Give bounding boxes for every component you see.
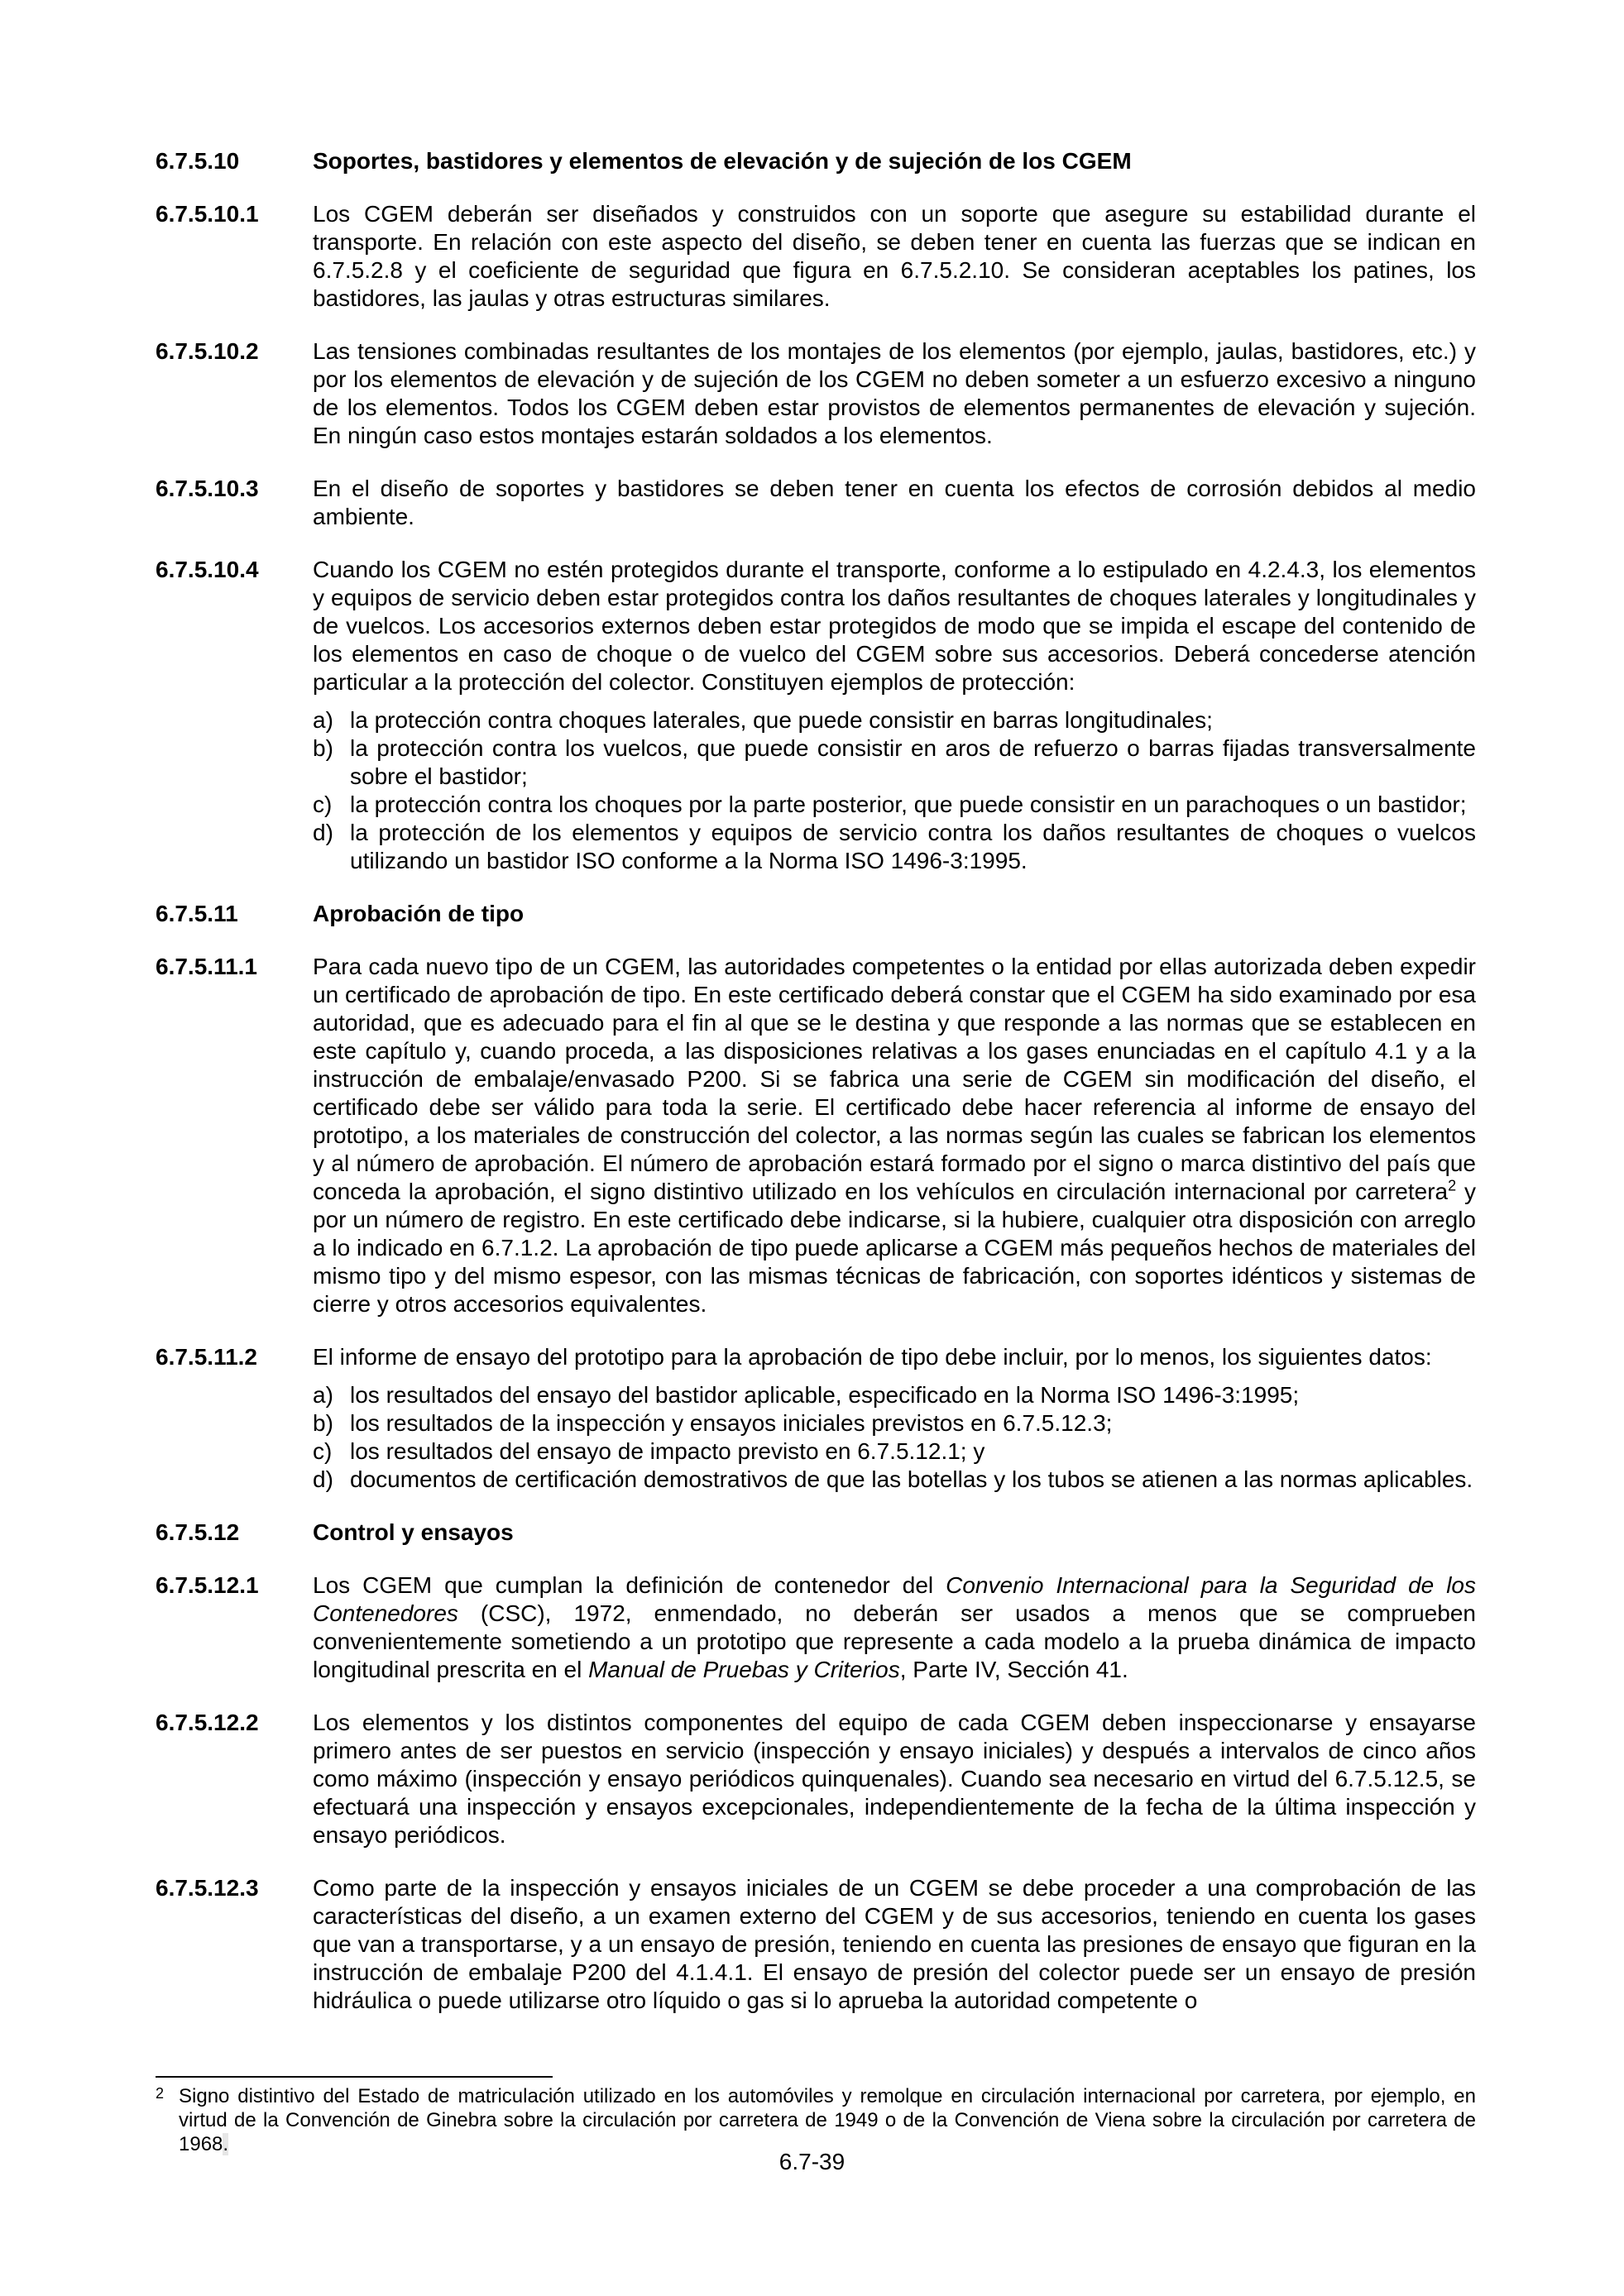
italic-title: Manual de Pruebas y Criterios [588, 1657, 900, 1682]
paragraph-text: Cuando los CGEM no estén protegidos durante el transporte, conforme a lo estipulado en 4.2.4.3, los elementos y equipos de servicio deben estar protegidos contra los daños resultantes de choques laterales y longitudinales y de vuelcos. Los accesorios externos deben estar protegidos de modo que se impida el escape del contenido de los elementos en caso de choque o de vuelco del CGEM sobre sus accesorios. Deberá concederse atención particular a la protección del colector. Constituyen ejemplos de protección: [313, 557, 1476, 695]
paragraph [156, 556, 1476, 875]
list-label: d) [313, 820, 333, 845]
list-item [313, 734, 1476, 791]
paragraph [156, 953, 1476, 1318]
footnote-end: . [223, 2133, 229, 2155]
protection-list [313, 706, 1476, 875]
paragraph-text: Como parte de la inspección y ensayos iniciales de un CGEM se debe proceder a una comprobación de las características del diseño, a un examen externo del CGEM y de sus accesorios, teniendo en cuenta los gases que van a transportarse, y a un ensayo de presión, teniendo en cuenta las presiones de ensayo que figuran en la instrucción de embalaje P200 del 4.1.4.1. El ensayo de presión del colector puede ser un ensayo de presión hidráulica o puede utilizarse otro líquido o gas si lo aprueba la autoridad competente o [313, 1875, 1476, 2013]
paragraph-text: Los CGEM deberán ser diseñados y construidos con un soporte que asegure su estabilidad durante el transporte. En relación con este aspecto del diseño, se deben tener en cuenta las fuerzas que se indican en 6.7.5.2.8 y el coeficiente de seguridad que figura en 6.7.5.2.10. Se consideran aceptables los patines, los bastidores, las jaulas y otras estructuras similares. [313, 201, 1476, 311]
text-run: y por un número de registro. En este certificado debe indicarse, si la hubiere, cualquier otra disposición con arreglo a lo indicado en 6.7.1.2. La aprobación de tipo puede aplicarse a CGEM más pequeños hechos de materiales del mismo tipo y del mismo espesor, con las mismas técnicas de fabricación, con soportes idénticos y sistemas de cierre y otros accesorios equivalentes. [313, 1179, 1476, 1317]
list-text: la protección contra choques laterales, que puede consistir en barras longitudinales; [350, 707, 1213, 733]
list-text: documentos de certificación demostrativos de que las botellas y los tubos se atienen a las normas aplicables. [350, 1466, 1473, 1492]
section-heading [156, 1519, 1476, 1547]
text-run: Para cada nuevo tipo de un CGEM, las autoridades competentes o la entidad por ellas autorizada deben expedir un certificado de aprobación de tipo. En este certificado deberá constar que el CGEM ha sido examinado por esa autoridad, que es adecuado para el fin al que se le destina y que responde a las normas que se establecen en este capítulo y, cuando proceda, a las disposiciones relativas a los gases enunciadas en el capítulo 4.1 y a la instrucción de embalaje/envasado P200. Si se fabrica una serie de CGEM sin modificación del diseño, el certificado debe ser válido para toda la serie. El certificado debe hacer referencia al informe de ensayo del prototipo, a los materiales de construcción del colector, a las normas según las cuales se fabrican los elementos y al número de aprobación. El número de aprobación estará formado por el signo o marca distintivo del país que conceda la aprobación, el signo distintivo utilizado en los vehículos en circulación internacional por carretera [313, 954, 1476, 1204]
paragraph-number: 6.7.5.10.3 [156, 476, 259, 501]
list-item [313, 791, 1476, 819]
paragraph [156, 200, 1476, 313]
section-heading [156, 147, 1476, 175]
paragraph-number: 6.7.5.10.1 [156, 201, 259, 227]
footnote [156, 2084, 1476, 2156]
footnote-reference[interactable]: 2 [1448, 1177, 1457, 1194]
list-text: la protección contra los vuelcos, que puede consistir en aros de refuerzo o barras fijadas transversalmente sobre el bastidor; [350, 735, 1476, 789]
list-item [313, 1409, 1476, 1437]
list-item [313, 819, 1476, 875]
paragraph [156, 1874, 1476, 2015]
paragraph-number: 6.7.5.11.2 [156, 1344, 258, 1370]
section-title: Control y ensayos [313, 1519, 514, 1545]
list-label: d) [313, 1466, 333, 1492]
list-text: los resultados del ensayo del bastidor aplicable, especificado en la Norma ISO 1496-3:1995; [350, 1382, 1300, 1408]
list-label: b) [313, 1410, 333, 1436]
paragraph-text: Los elementos y los distintos componentes del equipo de cada CGEM deben inspeccionarse y ensayarse primero antes de ser puestos en servicio (inspección y ensayo iniciales) y después a intervalos de cinco años como máximo (inspección y ensayo periódicos quinquenales). Cuando sea necesario en virtud del 6.7.5.12.5, se efectuará una inspección y ensayos excepcionales, independientemente de la fecha de la última inspección y ensayo periódicos. [313, 1710, 1476, 1848]
paragraph-text [313, 1571, 1476, 1684]
italic-title: Convenio Internacional para la Seguridad de los Contenedores [313, 1572, 1476, 1626]
list-label: a) [313, 1382, 333, 1408]
paragraph-text [313, 953, 1476, 1318]
paragraph-text: Las tensiones combinadas resultantes de los montajes de los elementos (por ejemplo, jaulas, bastidores, etc.) y por los elementos de elevación y de sujeción de los CGEM no deben someter a un esfuerzo excesivo a ninguno de los elementos. Todos los CGEM deben estar provistos de elementos permanentes de elevación y sujeción. En ningún caso estos montajes estarán soldados a los elementos. [313, 338, 1476, 448]
page-number: 6.7-39 [778, 2149, 846, 2174]
section-number: 6.7.5.12 [156, 1519, 240, 1545]
document-content [156, 147, 1476, 2040]
paragraph-number: 6.7.5.12.3 [156, 1875, 259, 1901]
paragraph-number: 6.7.5.12.1 [156, 1572, 259, 1598]
paragraph [156, 475, 1476, 531]
paragraph [156, 1571, 1476, 1684]
section-number: 6.7.5.11 [156, 901, 238, 926]
list-label: c) [313, 1438, 333, 1464]
paragraph-number: 6.7.5.10.4 [156, 557, 259, 582]
list-label: c) [313, 792, 333, 817]
list-label: a) [313, 707, 333, 733]
list-text: los resultados de la inspección y ensayos iniciales previstos en 6.7.5.12.3; [350, 1410, 1113, 1436]
footnote-mark: 2 [156, 2085, 165, 2102]
list-item [313, 706, 1476, 734]
section-title: Soportes, bastidores y elementos de elevación y de sujeción de los CGEM [313, 148, 1132, 174]
paragraph-number: 6.7.5.11.1 [156, 954, 258, 979]
data-list [313, 1381, 1476, 1494]
list-item [313, 1437, 1476, 1466]
list-text: la protección contra los choques por la parte posterior, que puede consistir en un parachoques o un bastidor; [350, 792, 1467, 817]
paragraph-number: 6.7.5.12.2 [156, 1710, 259, 1735]
text-run: , Parte IV, Sección 41. [899, 1657, 1128, 1682]
list-text: los resultados del ensayo de impacto previsto en 6.7.5.12.1; y [350, 1438, 985, 1464]
section-number: 6.7.5.10 [156, 148, 240, 174]
footnote-divider [156, 2076, 553, 2078]
list-item [313, 1466, 1476, 1494]
paragraph [156, 337, 1476, 450]
paragraph [156, 1343, 1476, 1494]
paragraph-text: En el diseño de soportes y bastidores se deben tener en cuenta los efectos de corrosión debidos al medio ambiente. [313, 476, 1476, 529]
list-text: la protección de los elementos y equipos de servicio contra los daños resultantes de choques o vuelcos utilizando un bastidor ISO conforme a la Norma ISO 1496-3:1995. [350, 820, 1476, 873]
list-label: b) [313, 735, 333, 761]
list-item [313, 1381, 1476, 1409]
section-title: Aprobación de tipo [313, 901, 525, 926]
paragraph-text: El informe de ensayo del prototipo para la aprobación de tipo debe incluir, por lo menos, los siguientes datos: [313, 1344, 1432, 1370]
footnote-text: Signo distintivo del Estado de matriculación utilizado en los automóviles y remolque en circulación internacional por carretera, por ejemplo, en virtud de la Convención de Ginebra sobre la circulación por carretera de 1949 o de la Convención de Viena sobre la circulación por carretera de 1968 [179, 2085, 1476, 2155]
text-run: Los CGEM que cumplan la definición de contenedor del [313, 1572, 946, 1598]
text-run: (CSC), 1972, enmendado, no deberán ser usados a menos que se comprueben convenientemente sometiendo a un prototipo que represente a cada modelo a la prueba dinámica de impacto longitudinal prescrita en el [313, 1600, 1476, 1682]
paragraph-number: 6.7.5.10.2 [156, 338, 259, 364]
paragraph [156, 1709, 1476, 1849]
section-heading [156, 900, 1476, 928]
